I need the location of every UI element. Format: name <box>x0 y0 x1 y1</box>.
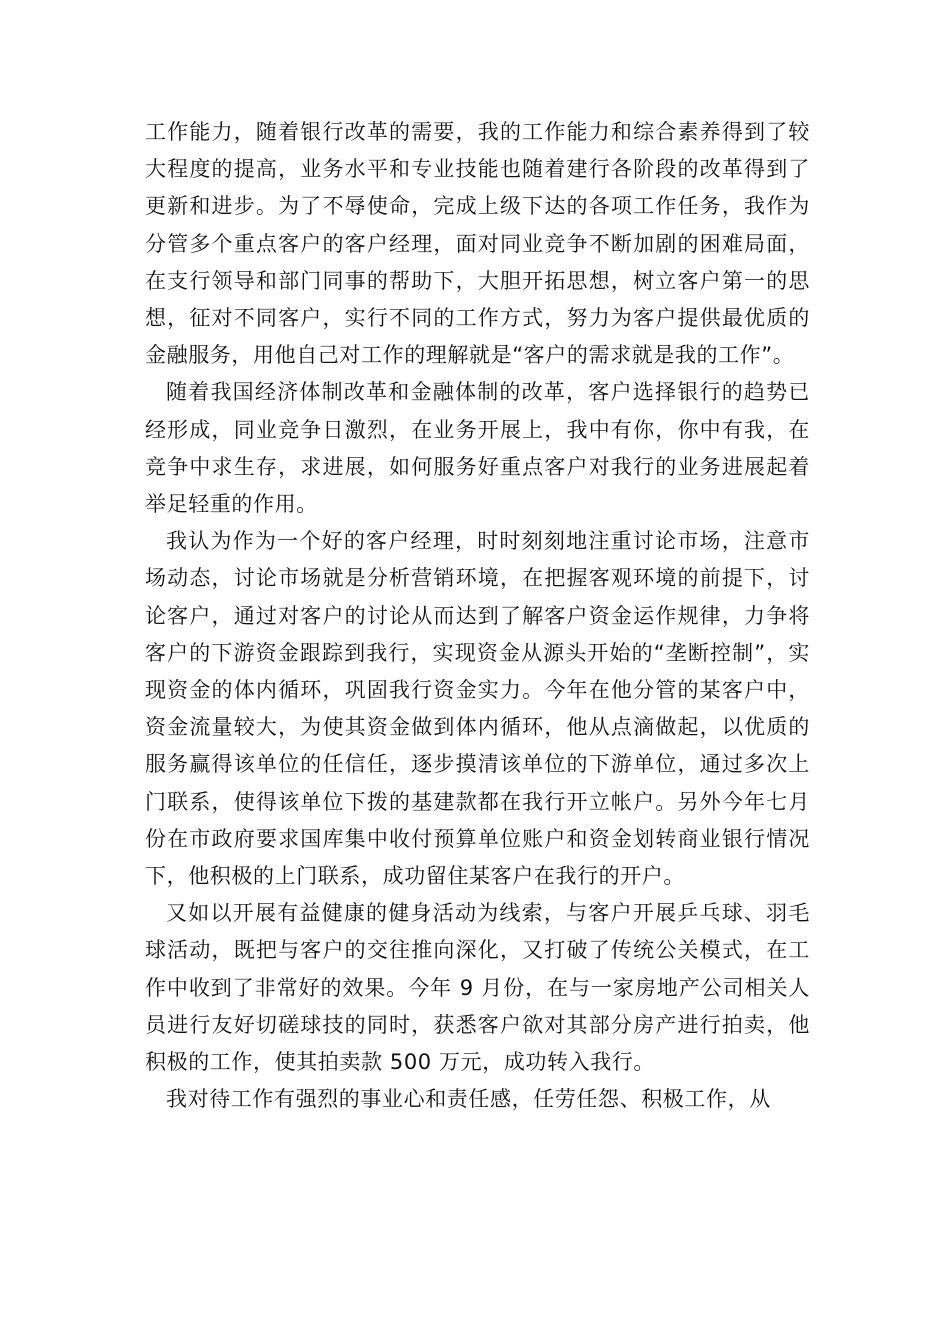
paragraph-2: 随着我国经济体制改革和金融体制的改革，客户选择银行的趋势已经形成，同业竞争日激烈，在业务开展上，我中有你，你中有我，在竞争中求生存，求进展，如何服务好重点客户对我行的业务进展起着举足轻重的作用。 <box>145 380 810 517</box>
paragraph-4: 又如以开展有益健康的健身活动为线索，与客户开展乒乓球、羽毛球活动，既把与客户的交往推向深化，又打破了传统公关模式，在工作中收到了非常好的效果。今年 9 月份，在与一家房地产公司相关人员进行友好切磋球技的同时，获悉客户欲对其部分房产进行拍卖，他积极的工作，使其拍卖款 500 万元，成功转入我行。 <box>145 901 810 1075</box>
paragraph-3: 我认为作为一个好的客户经理，时时刻刻地注重讨论市场，注意市场动态，讨论市场就是分析营销环境，在把握客观环境的前提下，讨论客户，通过对客户的讨论从而达到了解客户资金运作规律，力争将客户的下游资金跟踪到我行，实现资金从源头开始的“垄断控制”，实现资金的体内循环，巩固我行资金实力。今年在他分管的某客户中，资金流量较大，为使其资金做到体内循环，他从点滴做起，以优质的服务赢得该单位的任信任，逐步摸清该单位的下游单位，通过多次上门联系，使得该单位下拨的基建款都在我行开立帐户。另外今年七月份在市政府要求国库集中收付预算单位账户和资金划转商业银行情况下，他积极的上门联系，成功留住某客户在我行的开户。 <box>145 529 810 889</box>
paragraph-5: 我对待工作有强烈的事业心和责任感，任劳任怨、积极工作，从 <box>166 1087 771 1112</box>
paragraph-1: 工作能力，随着银行改革的需要，我的工作能力和综合素养得到了较大程度的提高，业务水平和专业技能也随着建行各阶段的改革得到了更新和进步。为了不辱使命，完成上级下达的各项工作任务，我作为分管多个重点客户的客户经理，面对同业竞争不断加剧的困难局面，在支行领导和部门同事的帮助下，大胆开拓思想，树立客户第一的思想，征对不同客户，实行不同的工作方式，努力为客户提供最优质的金融服务，用他自己对工作的理解就是“客户的需求就是我的工作”。 <box>145 120 810 368</box>
document-body <box>145 114 810 1118</box>
